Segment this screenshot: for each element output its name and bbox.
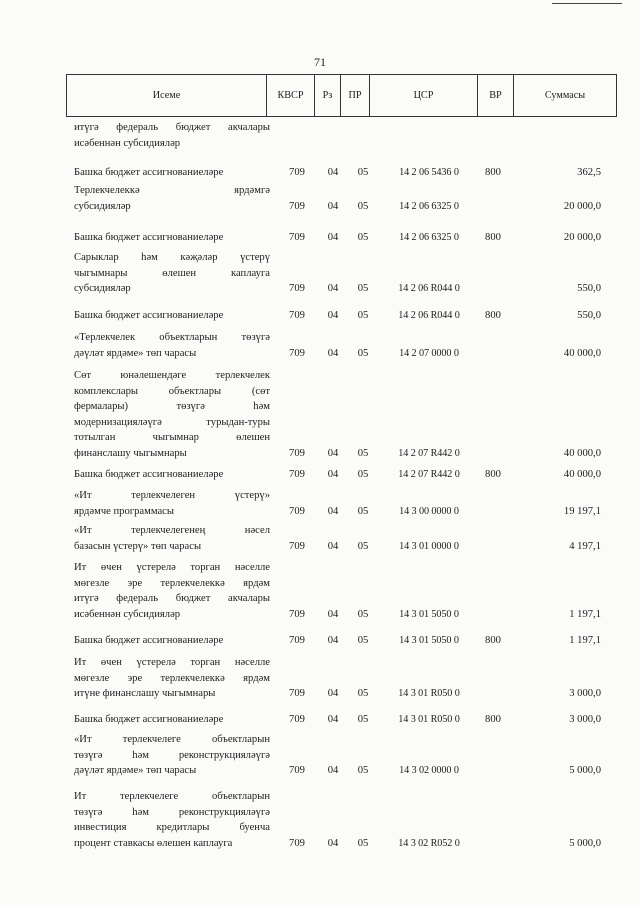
header-name: Исеме <box>67 75 267 116</box>
row-name-line: процент ставкасы өлешен каплауга <box>74 837 233 849</box>
header-pr: ПР <box>341 75 370 116</box>
row-name-line: мөгезле эре терлекчелеккә ярдәм <box>74 672 270 684</box>
row-name-line: «Ит терлекчелеген үстерү» <box>74 490 270 501</box>
cell-pr: 05 <box>357 469 369 480</box>
cell-rz: 04 <box>327 347 339 359</box>
row-name-line: дәүләт ярдәме» төп чарасы <box>74 765 197 777</box>
cell-pr: 05 <box>357 608 369 620</box>
cell-kvsr: 709 <box>289 469 305 480</box>
cell-rz: 04 <box>327 469 339 480</box>
corner-rule <box>552 3 622 4</box>
cell-rz: 04 <box>327 714 339 725</box>
row-name <box>74 368 270 462</box>
cell-rz: 04 <box>327 540 339 552</box>
cell-vr: 800 <box>485 714 501 725</box>
cell-pr: 05 <box>357 167 369 178</box>
cell-csr: 14 2 07 0000 0 <box>399 347 459 359</box>
cell-rz: 04 <box>327 310 339 321</box>
row-name <box>74 330 270 361</box>
cell-pr: 05 <box>357 347 369 359</box>
cell-csr: 14 3 01 5050 0 <box>399 608 459 620</box>
cell-kvsr: 709 <box>289 310 305 321</box>
cell-kvsr: 709 <box>289 837 305 849</box>
row-name-line: тотылган чыгымнар өлешен <box>74 432 270 444</box>
row-name-line: модернизацияләүгә турыдан-туры <box>74 416 270 428</box>
cell-kvsr: 709 <box>289 283 305 295</box>
cell-csr: 14 3 01 R050 0 <box>398 714 460 725</box>
cell-csr: 14 2 06 6325 0 <box>399 232 459 243</box>
row-name-line: комплекслары объектлары (сөт <box>74 385 270 397</box>
row-name-line: мөгезле эре терлекчелеккә ярдәм <box>74 577 270 589</box>
row-name <box>74 732 270 779</box>
cell-pr: 05 <box>357 232 369 243</box>
row-name <box>74 308 270 324</box>
cell-vr: 800 <box>485 635 501 646</box>
cell-rz: 04 <box>327 448 339 459</box>
row-name-line: төзүгә һәм реконструкцияләүгә <box>74 749 270 761</box>
row-name-line: Башка бюджет ассигнованиеләре <box>74 232 224 243</box>
cell-sum: 3 000,0 <box>569 688 601 700</box>
cell-kvsr: 709 <box>289 167 305 178</box>
cell-kvsr: 709 <box>289 448 305 459</box>
row-name <box>74 560 270 622</box>
cell-vr: 800 <box>485 310 501 321</box>
row-name-line: итүгә федераль бюджет акчалары <box>74 593 270 605</box>
cell-csr: 14 3 01 5050 0 <box>399 635 459 646</box>
row-name-line: Башка бюджет ассигнованиеләре <box>74 714 224 725</box>
cell-kvsr: 709 <box>289 200 305 212</box>
row-name <box>74 165 270 181</box>
cell-pr: 05 <box>357 505 369 517</box>
row-name <box>74 633 270 649</box>
row-name-line: Сөт юнәлешендәге терлекчелек <box>74 370 270 381</box>
cell-csr: 14 2 06 R044 0 <box>398 283 460 295</box>
row-name-line: Башка бюджет ассигнованиеләре <box>74 310 224 321</box>
row-name-line: исәбеннән субсидияләр <box>74 137 181 149</box>
cell-csr: 14 3 01 0000 0 <box>399 540 459 552</box>
row-name-line: Башка бюджет ассигнованиеләре <box>74 635 224 646</box>
cell-sum: 40 000,0 <box>563 347 601 359</box>
cell-kvsr: 709 <box>289 505 305 517</box>
header-kvsr: КВСР <box>267 75 315 116</box>
cell-sum: 362,5 <box>577 167 601 178</box>
cell-vr: 800 <box>485 232 501 243</box>
cell-rz: 04 <box>327 505 339 517</box>
cell-kvsr: 709 <box>289 765 305 777</box>
cell-rz: 04 <box>327 608 339 620</box>
row-name <box>74 230 270 246</box>
cell-sum: 5 000,0 <box>569 837 601 849</box>
cell-rz: 04 <box>327 200 339 212</box>
row-name <box>74 467 270 483</box>
row-name-line: чыгымнары өлешен каплауга <box>74 267 270 279</box>
row-name-line: базасын үстерү» төп чарасы <box>74 540 202 552</box>
row-name-line: ярдәмче программасы <box>74 505 174 517</box>
cell-kvsr: 709 <box>289 635 305 646</box>
row-name-line: Башка бюджет ассигнованиеләре <box>74 469 224 480</box>
cell-kvsr: 709 <box>289 608 305 620</box>
row-name <box>74 655 270 702</box>
cell-csr: 14 2 07 R442 0 <box>398 448 460 459</box>
cell-sum: 550,0 <box>577 310 601 321</box>
row-name <box>74 523 270 554</box>
cell-pr: 05 <box>357 310 369 321</box>
cell-pr: 05 <box>357 688 369 700</box>
row-name-line: субсидияләр <box>74 200 131 212</box>
row-name <box>74 712 270 728</box>
row-name-line: итүгә федераль бюджет акчалары <box>74 122 270 133</box>
cell-sum: 19 197,1 <box>563 505 601 517</box>
row-name <box>74 120 270 151</box>
cell-rz: 04 <box>327 765 339 777</box>
cell-sum: 4 197,1 <box>569 540 601 552</box>
row-name <box>74 183 270 214</box>
cell-csr: 14 3 00 0000 0 <box>399 505 459 517</box>
row-name-line: инвестиция кредитлары буенча <box>74 822 270 834</box>
row-name-line: субсидияләр <box>74 283 131 295</box>
row-name <box>74 250 270 297</box>
row-name-line: финанслашу чыгымнары <box>74 447 187 459</box>
cell-sum: 40 000,0 <box>563 469 601 480</box>
cell-csr: 14 2 06 6325 0 <box>399 200 459 212</box>
cell-pr: 05 <box>357 765 369 777</box>
cell-csr: 14 2 06 5436 0 <box>399 167 459 178</box>
row-name-line: итүне финанслашу чыгымнары <box>74 688 216 700</box>
page-number: 71 <box>314 55 326 69</box>
cell-kvsr: 709 <box>289 232 305 243</box>
cell-csr: 14 3 02 R052 0 <box>398 837 460 849</box>
cell-pr: 05 <box>357 283 369 295</box>
cell-vr: 800 <box>485 469 501 480</box>
cell-pr: 05 <box>357 635 369 646</box>
row-name <box>74 789 270 851</box>
cell-rz: 04 <box>327 167 339 178</box>
cell-pr: 05 <box>357 200 369 212</box>
cell-rz: 04 <box>327 283 339 295</box>
header-vr: ВР <box>478 75 514 116</box>
cell-sum: 5 000,0 <box>569 765 601 777</box>
cell-pr: 05 <box>357 540 369 552</box>
row-name-line: Сарыклар һәм кәҗәләр үстерү <box>74 252 270 263</box>
cell-kvsr: 709 <box>289 714 305 725</box>
cell-rz: 04 <box>327 688 339 700</box>
cell-sum: 3 000,0 <box>569 714 601 725</box>
cell-kvsr: 709 <box>289 540 305 552</box>
row-name-line: «Терлекчелек объектларын төзүгә <box>74 332 270 343</box>
cell-rz: 04 <box>327 837 339 849</box>
row-name-line: дәүләт ярдәме» төп чарасы <box>74 347 197 359</box>
cell-sum: 20 000,0 <box>563 232 601 243</box>
cell-kvsr: 709 <box>289 688 305 700</box>
row-name-line: фермалары) төзүгә һәм <box>74 401 270 413</box>
header-rz: Рз <box>315 75 341 116</box>
row-name-line: төзүгә һәм реконструкцияләүгә <box>74 806 270 818</box>
cell-sum: 40 000,0 <box>563 448 601 459</box>
row-name-line: исәбеннән субсидияләр <box>74 608 181 620</box>
cell-kvsr: 709 <box>289 347 305 359</box>
row-name-line: Ит өчен үстерелә торган нәселле <box>74 562 270 573</box>
row-name-line: «Ит терлекчелеге объектларын <box>74 734 270 745</box>
cell-sum: 20 000,0 <box>563 200 601 212</box>
cell-pr: 05 <box>357 714 369 725</box>
table-header <box>66 74 617 117</box>
header-sum: Суммасы <box>544 90 586 101</box>
cell-rz: 04 <box>327 635 339 646</box>
cell-csr: 14 2 07 R442 0 <box>398 469 460 480</box>
cell-csr: 14 2 06 R044 0 <box>398 310 460 321</box>
row-name <box>74 488 270 519</box>
cell-pr: 05 <box>357 837 369 849</box>
row-name-line: Ит терлекчелеге объектларын <box>74 791 270 802</box>
row-name-line: Ит өчен үстерелә торган нәселле <box>74 657 270 668</box>
cell-vr: 800 <box>485 167 501 178</box>
cell-rz: 04 <box>327 232 339 243</box>
cell-sum: 1 197,1 <box>569 608 601 620</box>
row-name-line: «Ит терлекчелегенең нәсел <box>74 525 270 536</box>
cell-sum: 1 197,1 <box>569 635 601 646</box>
cell-csr: 14 3 01 R050 0 <box>398 688 460 700</box>
cell-sum: 550,0 <box>577 283 601 295</box>
cell-pr: 05 <box>357 448 369 459</box>
row-name-line: Башка бюджет ассигнованиеләре <box>74 167 224 178</box>
cell-csr: 14 3 02 0000 0 <box>399 765 459 777</box>
header-csr: ЦСР <box>370 75 478 116</box>
row-name-line: Терлекчелеккә ярдәмгә <box>74 185 270 196</box>
